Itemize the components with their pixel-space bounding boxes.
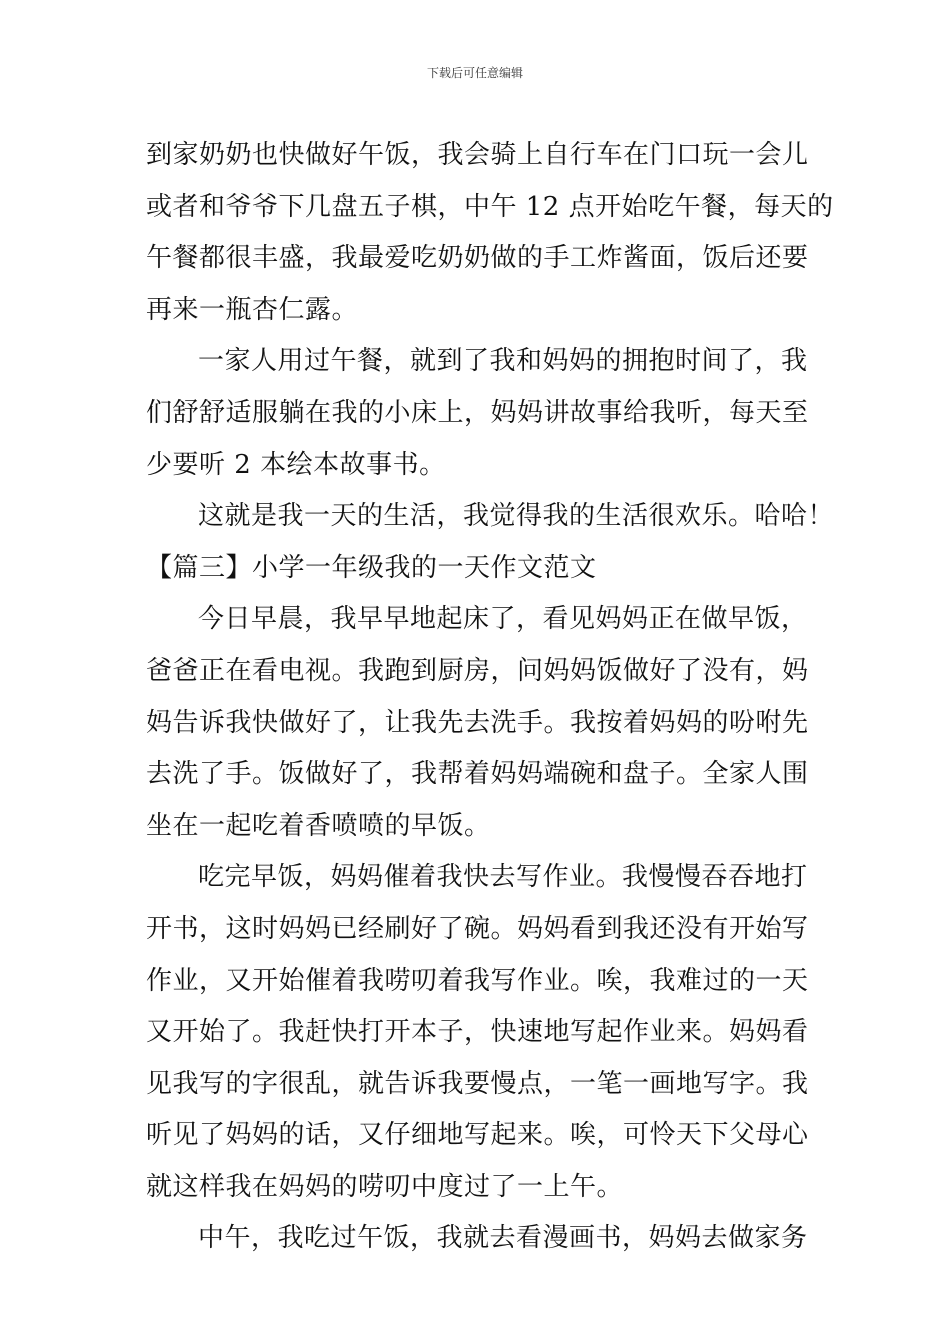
text-line: 再来一瓶杏仁露。 bbox=[146, 294, 359, 325]
text-line: 去洗了手。饭做好了，我帮着妈妈端碗和盘子。全家人围 bbox=[146, 759, 809, 790]
paragraph-start-line: 这就是我一天的生活，我觉得我的生活很欢乐。哈哈！ bbox=[198, 501, 835, 532]
text-line: 或者和爷爷下几盘五子棋，中午 12 点开始吃午餐，每天的 bbox=[146, 191, 834, 222]
page-header-note: 下载后可任意编辑 bbox=[426, 66, 523, 80]
text-line: 坐在一起吃着香喷喷的早饭。 bbox=[146, 810, 491, 841]
section-heading: 【篇三】小学一年级我的一天作文范文 bbox=[146, 552, 597, 583]
text-line: 开书，这时妈妈已经刷好了碗。妈妈看到我还没有开始写 bbox=[146, 913, 809, 944]
text-line: 听见了妈妈的话，又仔细地写起来。唉，可怜天下父母心 bbox=[146, 1120, 809, 1151]
document-body bbox=[146, 130, 835, 1265]
paragraph-start-line: 吃完早饭，妈妈催着我快去写作业。我慢慢吞吞地打 bbox=[198, 862, 808, 893]
paragraph-start-line: 一家人用过午餐，就到了我和妈妈的拥抱时间了，我 bbox=[198, 346, 808, 377]
text-line: 就这样我在妈妈的唠叨中度过了一上午。 bbox=[146, 1171, 624, 1202]
text-line: 作业，又开始催着我唠叨着我写作业。唉，我难过的一天 bbox=[146, 965, 809, 996]
paragraph-start-line: 今日早晨，我早早地起床了，看见妈妈正在做早饭， bbox=[198, 604, 808, 635]
text-line: 妈告诉我快做好了，让我先去洗手。我按着妈妈的吩咐先 bbox=[146, 707, 809, 738]
text-line: 少要听 2 本绘本故事书。 bbox=[146, 449, 446, 480]
text-line: 爸爸正在看电视。我跑到厨房，问妈妈饭做好了没有，妈 bbox=[146, 655, 809, 686]
text-line: 又开始了。我赶快打开本子，快速地写起作业来。妈妈看 bbox=[146, 1017, 809, 1048]
text-line: 午餐都很丰盛，我最爱吃奶奶做的手工炸酱面，饭后还要 bbox=[146, 243, 809, 274]
text-line: 到家奶奶也快做好午饭，我会骑上自行车在门口玩一会儿 bbox=[146, 140, 809, 170]
text-line: 见我写的字很乱，就告诉我要慢点，一笔一画地写字。我 bbox=[146, 1068, 809, 1099]
paragraph-start-line: 中午，我吃过午饭，我就去看漫画书，妈妈去做家务 bbox=[198, 1223, 808, 1254]
text-line: 们舒舒适服躺在我的小床上，妈妈讲故事给我听，每天至 bbox=[146, 397, 809, 428]
